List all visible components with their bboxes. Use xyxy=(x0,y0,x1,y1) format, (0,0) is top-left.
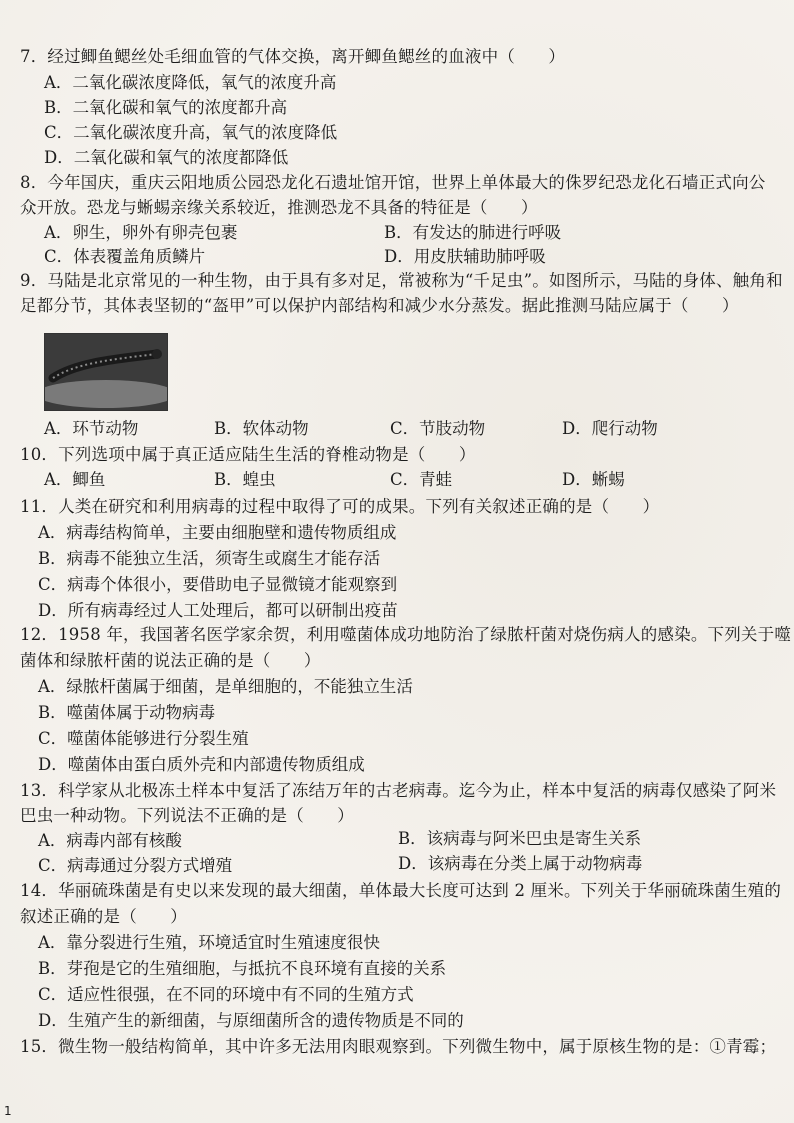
question-12-option-a: A．绿脓杆菌属于细菌，是单细胞的，不能独立生活 xyxy=(38,677,413,696)
question-13-option-c: C．病毒通过分裂方式增殖 xyxy=(38,856,233,875)
question-12-stem-line1: 12．1958 年，我国著名医学家余贺，利用噬菌体成功地防治了绿脓杆菌对烧伤病人的感染。下列关于噬 xyxy=(20,625,792,644)
question-14-option-d: D．生殖产生的新细菌，与原细菌所含的遗传物质是不同的 xyxy=(38,1011,464,1030)
question-11-option-b: B．病毒不能独立生活，须寄生或腐生才能存活 xyxy=(38,549,381,568)
question-10-option-d: D．蜥蜴 xyxy=(562,470,625,489)
millipede-illustration xyxy=(45,334,167,410)
question-13-stem-line1: 13．科学家从北极冻土样本中复活了冻结万年的古老病毒。迄今为止，样本中复活的病毒仅感染了阿米 xyxy=(20,781,777,800)
question-8-option-c: C．体表覆盖角质鳞片 xyxy=(44,247,206,266)
question-8-option-d: D．用皮肤辅助肺呼吸 xyxy=(384,247,546,266)
question-11-option-c: C．病毒个体很小，要借助电子显微镜才能观察到 xyxy=(38,575,398,594)
question-8-stem-line1: 8．今年国庆，重庆云阳地质公园恐龙化石遗址馆开馆，世界上单体最大的侏罗纪恐龙化石墙正式向公 xyxy=(20,173,766,192)
question-12-option-d: D．噬菌体由蛋白质外壳和内部遗传物质组成 xyxy=(38,755,365,774)
question-10-option-c: C．青蛙 xyxy=(390,470,453,489)
question-7-option-a: A．二氧化碳浓度降低，氧气的浓度升高 xyxy=(44,73,337,92)
question-7-stem: 7．经过鲫鱼鳃丝处毛细血管的气体交换，离开鲫鱼鳃丝的血液中（ ） xyxy=(20,47,566,66)
page-number: 1 xyxy=(4,1104,12,1118)
question-11-stem: 11．人类在研究和利用病毒的过程中取得了可的成果。下列有关叙述正确的是（ ） xyxy=(20,497,660,516)
question-13-stem-line2: 巴虫一种动物。下列说法不正确的是（ ） xyxy=(20,806,354,825)
question-9-option-b: B．软体动物 xyxy=(214,419,309,438)
question-7-option-b: B．二氧化碳和氧气的浓度都升高 xyxy=(44,98,288,117)
question-8-stem-line2: 众开放。恐龙与蜥蜴亲缘关系较近，推测恐龙不具备的特征是（ ） xyxy=(20,198,538,217)
question-15-stem: 15．微生物一般结构简单，其中许多无法用肉眼观察到。下列微生物中，属于原核生物的是：①青霉； xyxy=(20,1037,777,1056)
question-13-option-a: A．病毒内部有核酸 xyxy=(38,831,182,850)
question-10-option-a: A．鲫鱼 xyxy=(44,470,106,489)
question-8-option-a: A．卵生，卵外有卵壳包裹 xyxy=(44,223,238,242)
question-13-option-d: D．该病毒在分类上属于动物病毒 xyxy=(398,854,643,873)
question-12-option-b: B．噬菌体属于动物病毒 xyxy=(38,703,216,722)
question-7-option-c: C．二氧化碳浓度升高，氧气的浓度降低 xyxy=(44,123,338,142)
question-12-stem-line2: 菌体和绿脓杆菌的说法正确的是（ ） xyxy=(20,651,321,670)
question-9-option-c: C．节肢动物 xyxy=(390,419,486,438)
question-7-option-d: D．二氧化碳和氧气的浓度都降低 xyxy=(44,148,289,167)
question-11-option-a: A．病毒结构简单，主要由细胞壁和遗传物质组成 xyxy=(38,523,397,542)
question-10-option-b: B．蝗虫 xyxy=(214,470,276,489)
question-14-option-c: C．适应性很强，在不同的环境中有不同的生殖方式 xyxy=(38,985,414,1004)
question-14-option-b: B．芽孢是它的生殖细胞，与抵抗不良环境有直接的关系 xyxy=(38,959,447,978)
question-9-option-a: A．环节动物 xyxy=(44,419,139,438)
question-14-stem-line1: 14．华丽硫珠菌是有史以来发现的最大细菌，单体最大长度可达到 2 厘米。下列关于华丽硫珠菌生殖的 xyxy=(20,881,782,900)
question-12-option-c: C．噬菌体能够进行分裂生殖 xyxy=(38,729,249,748)
question-13-option-b: B．该病毒与阿米巴虫是寄生关系 xyxy=(398,829,642,848)
millipede-photo-icon xyxy=(44,333,168,411)
question-9-stem-line1: 9．马陆是北京常见的一种生物，由于具有多对足，常被称为“千足虫”。如图所示，马陆的身体、触角和 xyxy=(20,271,783,290)
question-11-option-d: D．所有病毒经过人工处理后，都可以研制出疫苗 xyxy=(38,601,398,620)
question-14-stem-line2: 叙述正确的是（ ） xyxy=(20,907,187,926)
question-9-option-d: D．爬行动物 xyxy=(562,419,658,438)
question-9-stem-line2: 足都分节，其体表坚韧的“盔甲”可以保护内部结构和减少水分蒸发。据此推测马陆应属于（ ） xyxy=(20,296,739,315)
question-10-stem: 10．下列选项中属于真正适应陆生生活的脊椎动物是（ ） xyxy=(20,445,476,464)
question-8-option-b: B．有发达的肺进行呼吸 xyxy=(384,223,562,242)
question-14-option-a: A．靠分裂进行生殖，环境适宜时生殖速度很快 xyxy=(38,933,380,952)
